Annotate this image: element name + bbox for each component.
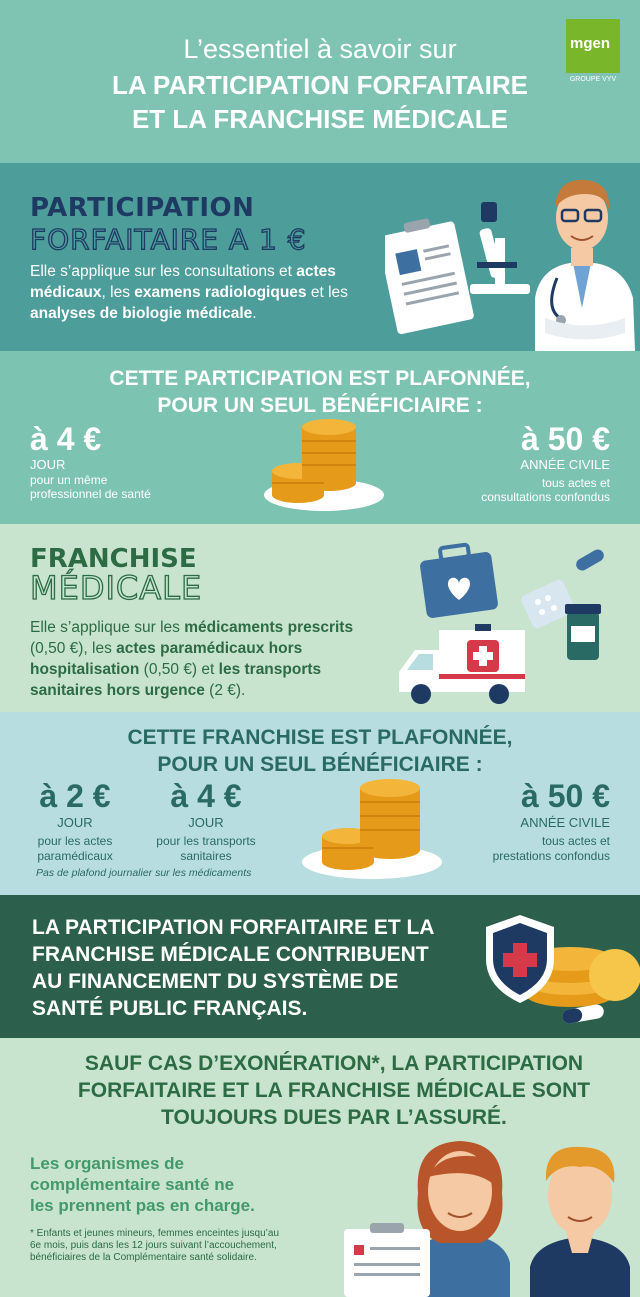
microscope-icon: [470, 202, 530, 294]
desc-part: Elle s’applique sur les consultations et: [30, 263, 297, 280]
desc-bold: actes paramédicaux hors hospitalisation: [30, 640, 303, 678]
desc-bold: médicaments prescrits: [184, 619, 354, 636]
cap-unit: JOUR: [57, 815, 93, 830]
daily-cap-amount: à 4 €: [30, 421, 102, 457]
medical-illustration: [395, 542, 640, 712]
franchise-paramedical-cap: [20, 778, 130, 864]
doctor-illustration: [385, 168, 640, 351]
header-title-line2: ET LA FRANCHISE MÉDICALE: [131, 104, 509, 134]
franchise-cap-title-line1: CETTE FRANCHISE EST PLAFONNÉE,: [127, 726, 513, 749]
cap-desc-line2: sanitaires: [180, 849, 232, 863]
doctor-figure: [535, 180, 635, 351]
contribution-text: [32, 914, 502, 1022]
coins-plate-illustration: [262, 417, 387, 513]
participation-title-line1: PARTICIPATION: [30, 193, 255, 223]
footnote-line1: * Enfants et jeunes mineurs, femmes enceintes jusqu’au: [30, 1228, 280, 1239]
cap-amount: à 50 €: [521, 778, 610, 814]
exoneration-footnote: [30, 1228, 320, 1264]
desc-bold: les transports sanitaires hors urgence: [30, 661, 322, 699]
contribution-line3: AU FINANCEMENT DU SYSTÈME DE: [32, 970, 399, 993]
franchise-cap-section: [0, 712, 640, 895]
medicine-bottle-icon: [565, 604, 601, 660]
exoneration-lead: [30, 1153, 330, 1216]
cap-desc-line1: pour les actes: [37, 834, 113, 848]
exoneration-section: [0, 1038, 640, 1297]
contribution-line2: FRANCHISE MÉDICALE CONTRIBUENT: [32, 943, 429, 966]
lead-line2: complémentaire santé ne: [30, 1175, 235, 1194]
health-shield-illustration: [480, 907, 640, 1037]
yearly-cap-unit: ANNÉE CIVILE: [520, 457, 610, 472]
header-pretitle: L’essentiel à savoir sur: [183, 34, 457, 64]
cap-amount: à 2 €: [39, 778, 111, 814]
franchise-section: [0, 524, 640, 712]
franchise-cap-title-line2: POUR UN SEUL BÉNÉFICIAIRE :: [157, 753, 483, 776]
ambulance-icon: [399, 624, 525, 704]
lead-line1: Les organismes de: [30, 1154, 185, 1173]
contribution-line1: LA PARTICIPATION FORFAITAIRE ET LA: [32, 916, 435, 939]
franchise-note: Pas de plafond journalier sur les médicaments: [36, 867, 252, 879]
participation-cap-title-line1: CETTE PARTICIPATION EST PLAFONNÉE,: [109, 367, 531, 390]
exoneration-line1: SAUF CAS D’EXONÉRATION*, LA PARTICIPATION: [84, 1052, 584, 1075]
clipboard-icon: [385, 218, 475, 335]
yearly-cap-amount: à 50 €: [521, 421, 610, 457]
yearly-cap-desc-line1: tous actes et: [541, 476, 610, 490]
desc-part: et les: [306, 284, 348, 301]
logo-subtitle: GROUPE VYV: [569, 76, 617, 83]
desc-bold: analyses de biologie médicale: [30, 305, 253, 322]
first-aid-kit-icon: [419, 544, 498, 618]
coins-plate-illustration: [300, 778, 445, 883]
desc-bold: examens radiologiques: [134, 284, 307, 301]
participation-cap-title-line2: POUR UN SEUL BÉNÉFICIAIRE :: [157, 394, 483, 417]
desc-part: (0,50 €) et: [139, 661, 219, 678]
desc-part: .: [252, 305, 257, 322]
cap-desc-line2: prestations confondus: [492, 849, 610, 863]
exoneration-line3: TOUJOURS DUES PAR L’ASSURÉ.: [161, 1106, 507, 1129]
participation-section: [0, 163, 640, 351]
desc-part: (0,50 €), les: [30, 640, 117, 657]
footnote-line3: bénéficiaires de la Complémentaire santé solidaire.: [30, 1252, 257, 1263]
cap-desc-line1: tous actes et: [541, 834, 610, 848]
daily-cap-desc-line1: pour un même: [30, 473, 108, 487]
participation-cap-section: [0, 351, 640, 524]
daily-cap-unit: JOUR: [30, 457, 66, 472]
people-illustration: [330, 1133, 640, 1297]
mgen-logo: [566, 19, 620, 73]
desc-bold: actes médicaux: [30, 263, 336, 301]
cap-unit: JOUR: [188, 815, 224, 830]
desc-part: (2 €).: [204, 682, 246, 699]
logo-text: mgen: [570, 35, 611, 52]
cap-desc-line2: paramédicaux: [37, 849, 113, 863]
participation-title-line2: FORFAITAIRE A 1 €: [30, 223, 307, 256]
man-figure: [530, 1147, 630, 1297]
daily-cap-desc-line2: professionnel de santé: [30, 487, 151, 501]
desc-part: Elle s’applique sur les: [30, 619, 185, 636]
cap-unit: ANNÉE CIVILE: [520, 815, 610, 830]
franchise-yearly-cap: [440, 778, 610, 864]
document-icon: [344, 1223, 430, 1297]
header-title-line1: LA PARTICIPATION FORFAITAIRE: [112, 70, 528, 100]
lead-line3: les prennent pas en charge.: [30, 1196, 255, 1215]
cap-desc-line1: pour les transports: [156, 834, 256, 848]
participation-description: [30, 261, 360, 324]
franchise-description: [30, 617, 360, 701]
cap-amount: à 4 €: [170, 778, 242, 814]
contribution-line4: SANTÉ PUBLIC FRANÇAIS.: [32, 997, 308, 1020]
franchise-title-line2: MÉDICALE: [30, 569, 203, 607]
desc-part: , les: [101, 284, 135, 301]
yearly-cap-desc-line2: consultations confondus: [481, 490, 610, 504]
footnote-line2: 6e mois, puis dans les 12 jours suivant l’accouchement,: [30, 1240, 277, 1251]
exoneration-line2: FORFAITAIRE ET LA FRANCHISE MÉDICALE SONT: [77, 1079, 591, 1102]
coin-stack-icon: [322, 779, 420, 870]
header-section: [0, 0, 640, 163]
franchise-transport-cap: [144, 778, 268, 864]
contribution-section: [0, 895, 640, 1038]
franchise-title-line1: FRANCHISE: [30, 544, 197, 574]
